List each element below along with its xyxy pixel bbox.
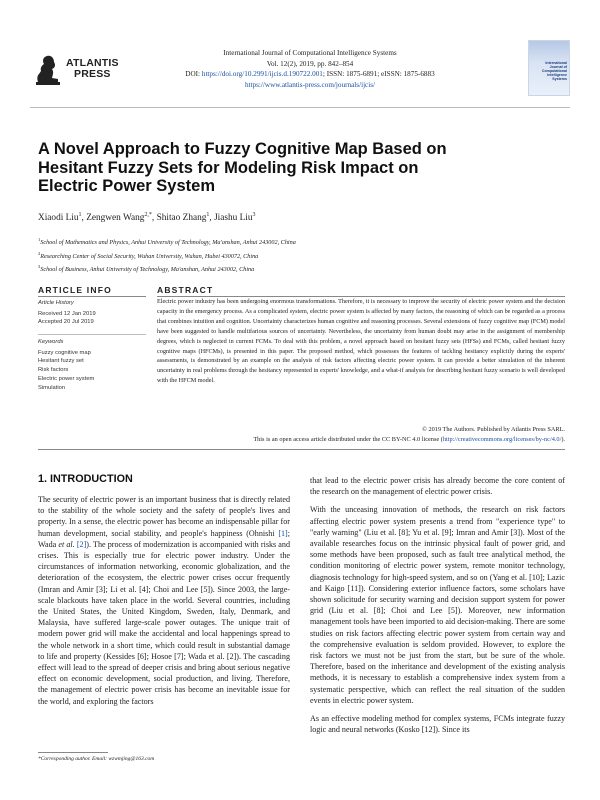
keyword: Hesitant fuzzy set	[38, 358, 84, 365]
section-heading-introduction: 1. INTRODUCTION	[38, 473, 133, 485]
publisher-name-line1: ATLANTIS	[66, 57, 119, 69]
footnote-rule	[38, 752, 108, 753]
history-rule	[38, 334, 146, 335]
journal-header	[30, 40, 570, 96]
author: Xiaodi Liu	[38, 213, 79, 224]
paragraph: As an effective modeling method for complex systems, FCMs integrate fuzzy logic and neural networks (Kosko [12]). Since its	[310, 714, 565, 735]
doi-line: DOI: https://doi.org/10.2991/ijcis.d.190722.001; ISSN: 1875-6891; eISSN: 1875-6883	[185, 70, 435, 78]
abstract-text: Electric power industry has been undergoing enormous transformations. Therefore, it is necessary to improve the security of electric power system and the decision capacity in the emergency process. As a complicated system, electric power system is affected by many factors, the reasoning of which can be regarded as a process that combines intuition and cognition. Uncertainty characterizes human cognitive and reasoning processes. Several extensions of fuzzy cognitive map (FCM) model have been suggested to handle multifarious sources of uncertainty. Nevertheless, the uncertainty from human doubt may arise in the assignment of membership degrees, which is neglected in current FCMs. To deal with this problem, a novel approach based on hesitant fuzzy sets (HFSs) and FCMs, called hesitant fuzzy cognitive maps (HFCMs), is presented in this paper. The proposed method, which possesses the features of tackling hesitancy explicitly during the experts' assessments, is demonstrated by an example on the analysis of risk factors affecting electric power system. It can provide a better simulation of the inherent uncertainty in real problems through the hesitancy represented in experts' knowledge, and a what-if analysis for describing hesitant fuzzy scenario is well developed with the HFCM model.	[157, 298, 565, 385]
body-column-right	[310, 475, 565, 742]
paragraph: The security of electric power is an important business that is directly related to the stability of the whole society and the safety of people's lives and property. In a sense, the electric power has become an indispensable pillar for human development, social stability, and people's happiness (Ohnishi [1]; Wada et al. [2]). The process of modernization is accompanied with risks and crises. This is especially true for electric power industry. Under the circumstances of information networking, economic globalization, and the deterioration of the ecosystem, the electric power crises occur frequently (Imran and Amir [3]; Li et al. [4]; Choi and Lee [5]). Since 2003, the large-scale blackouts have taken place in the world. Several countries, including the United States, the United Kingdom, Sweden, Italy, Denmark, and Malaysia, have suffered large-scale power outages. The unique trait of modern power grid will make the accidental and local happenings spread to the whole network in a short time, which could result in substantial damage to life and property (Kessides [6]; Hosoe [7]; Wada et al. [2]). The cascading effect will lead to the spread of deeper crisis and bring about serious negative effect on economic development, social production, and living. Therefore, the management of electric power crisis has become an inevitable issue for the world, and exploring the factors	[38, 495, 290, 706]
authors-line: Xiaodi Liu$^1$, Zengwen Wang$^{2,*}$, Shitao Zhang$^1$, Jiashu Liu$^3$	[38, 212, 256, 224]
article-history	[38, 299, 96, 327]
paragraph: With the unceasing innovation of methods, the research on risk factors affecting electric power system presents a trend from "experience type" to "early warning" (Liu et al. [8]; Yu et al. [9]; Imran and Amir [3]). Most of the available researches focus on the intrinsic physical fault of power grid, and some methods have been proposed, such as fault tree analytical method, the condition monitoring of electric power system, remote monitor technology, diagnosis technology for high-speed system, and so on (Yang et al. [10]; Lazic and Kaigo [11]). Considering exterior influence factors, some scholars have shown solicitude for security warning and decision support system for power grid (Liu et al. [8]; Choi and Lee [5]). Moreover, new information management tools have been imported to aid decision-making. There are some studies on risk factors affecting electric power system from certain way and the comprehensive evaluation is seldom provided. However, to explore the risk factors we must not be just from the start, but be sure of the whole. Therefore, based on the inheritance and development of the existing analysis methods, it is necessary to establish a comprehensive index system from a systematic perspective, which can reflect the real situation of the sudden events in electric power system.	[310, 505, 565, 705]
author: Zengwen Wang	[86, 213, 145, 224]
journal-info	[150, 48, 470, 90]
history-label: Article History	[38, 300, 74, 306]
keyword: Risk factors	[38, 367, 69, 374]
keyword: Electric power system	[38, 375, 95, 382]
affiliation: $^3$School of Business, Anhui University of Technology, Ma'anshan, Anhui 243002, China	[38, 264, 255, 274]
keywords-block	[38, 338, 94, 392]
corresponding-author-footnote: *Corresponding author. Email: wzwmjing@163.com	[38, 756, 155, 762]
paper-title: A Novel Approach to Fuzzy Cognitive Map Based on Hesitant Fuzzy Sets for Modeling Risk Impact on Electric Power System	[38, 140, 447, 195]
body-column-left	[38, 494, 290, 714]
doi-link[interactable]: https://doi.org/10.2991/ijcis.d.190722.001	[201, 70, 323, 78]
affiliations	[38, 235, 558, 276]
journal-url-link[interactable]: https://www.atlantis-press.com/journals/ijcis/	[244, 80, 376, 89]
paragraph: that lead to the electric power crisis has already become the core content of the research on the management of electric power crisis.	[310, 476, 565, 497]
copyright-notice	[157, 425, 565, 444]
publisher-name-line2: PRESS	[74, 68, 111, 80]
license-line: This is an open access article distributed under the CC BY-NC 4.0 license (http://creativecommons.org/licenses/by-nc/4.0/).	[253, 435, 565, 443]
article-info-rule	[38, 296, 146, 297]
affiliation: $^2$Researching Center of Social Security, Wuhan University, Wuhan, Hubei 430072, China	[38, 250, 259, 260]
citation-link[interactable]: [2]	[74, 539, 87, 549]
keyword: Simulation	[38, 384, 66, 391]
header-divider	[30, 107, 570, 108]
received-date: Received 12 Jan 2019	[38, 310, 96, 317]
keyword: Fuzzy cognitive map	[38, 349, 91, 356]
journal-cover-thumbnail[interactable]	[528, 40, 570, 96]
article-info-heading: ARTICLE INFO	[38, 285, 112, 295]
copyright-line: © 2019 The Authors. Published by Atlantis Press SARL.	[422, 426, 565, 433]
abstract-heading: ABSTRACT	[157, 285, 214, 295]
author: Shitao Zhang	[156, 213, 207, 224]
license-link[interactable]: http://creativecommons.org/licenses/by-nc/4.0/	[442, 435, 562, 443]
journal-name: International Journal of Computational Intelligence Systems	[223, 49, 397, 57]
publisher-logo[interactable]	[30, 52, 140, 88]
journal-volume: Vol. 12(2), 2019, pp. 842–854	[266, 59, 354, 68]
author: Jiashu Liu	[214, 213, 253, 224]
thinker-statue-icon	[30, 52, 66, 86]
keywords-label: Keywords	[38, 339, 64, 345]
affiliation: $^1$School of Mathematics and Physics, Anhui University of Technology, Ma'anshan, Anhui 243002, China	[38, 237, 296, 247]
cover-title: International Journal of Computational Intelligence Systems	[541, 61, 567, 81]
citation-link[interactable]: [1]	[278, 528, 288, 538]
abstract-bottom-rule	[38, 449, 565, 450]
accepted-date: Accepted 20 Jul 2019	[38, 319, 94, 326]
